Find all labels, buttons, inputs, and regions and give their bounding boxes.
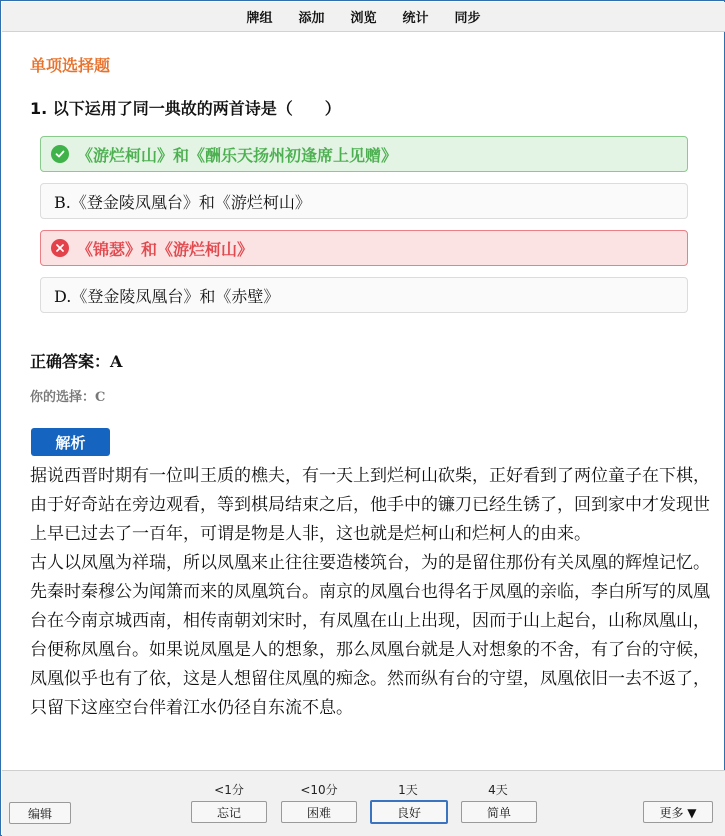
nav-browse[interactable]: 浏览 bbox=[350, 11, 377, 26]
interval-hard: <10分 bbox=[300, 783, 338, 797]
card-content bbox=[30, 53, 710, 718]
more-button[interactable]: 更多 ▼ bbox=[643, 801, 713, 823]
bottom-bar bbox=[2, 770, 725, 836]
correct-answer-value: A bbox=[110, 352, 123, 371]
correct-answer bbox=[30, 349, 122, 372]
your-choice bbox=[30, 386, 122, 405]
good-button[interactable]: 良好 bbox=[370, 800, 448, 824]
interval-easy: 4天 bbox=[488, 783, 508, 797]
option-c[interactable] bbox=[40, 230, 688, 266]
section-title: 单项选择题 bbox=[30, 56, 111, 75]
option-d[interactable] bbox=[40, 277, 688, 313]
correct-answer-label: 正确答案： bbox=[30, 352, 111, 371]
hard-button[interactable]: 困难 bbox=[281, 801, 357, 823]
option-d-text: D.《登金陵凤凰台》和《赤壁》 bbox=[54, 286, 280, 306]
edit-button[interactable]: 编辑 bbox=[9, 802, 71, 824]
analysis-paragraph-1: 据说西晋时期有一位叫王质的樵夫，有一天上到烂柯山砍柴，正好看到了两位童子在下棋，由于好奇站在旁边观看，等到棋局结束之后，他手中的镰刀已经生锈了，回到家中才发现世上早已过去了一百年，可谓是物是人非，这也就是烂柯山和烂柯人的由来。 bbox=[30, 466, 710, 544]
interval-again: <1分 bbox=[214, 783, 244, 797]
option-a[interactable] bbox=[40, 136, 688, 172]
nav-sync[interactable]: 同步 bbox=[454, 11, 481, 26]
nav-decks[interactable]: 牌组 bbox=[246, 11, 273, 26]
analysis-paragraph-2: 古人以凤凰为祥瑞，所以凤凰来止往往要造楼筑台，为的是留住那份有关凤凰的辉煌记忆。先秦时秦穆公为闻箫而来的凤凰筑台。南京的凤凰台也得名于凤凰的亲临，李白所写的凤凰台在今南京城西南，相传南朝刘宋时，有凤凰在山上出现，因而于山上起台，山称凤凰山，台便称凤凰台。如果说凤凰是人的想象，那么凤凰台就是人对想象的不舍，有了台的守候，凤凰似乎也有了依，这是人想留住凤凰的痴念。然而纵有台的守望，凤凰依旧一去不返了，只留下这座空台伴着江水仍径自东流不息。 bbox=[30, 553, 710, 718]
interval-good: 1天 bbox=[398, 783, 418, 797]
option-b-text: B.《登金陵凤凰台》和《游烂柯山》 bbox=[54, 192, 311, 212]
answer-block bbox=[30, 349, 122, 405]
option-c-text: 《锦瑟》和《游烂柯山》 bbox=[77, 239, 254, 259]
your-choice-value: C bbox=[95, 390, 106, 405]
analysis-label: 解析 bbox=[31, 428, 110, 456]
nav-add[interactable]: 添加 bbox=[298, 11, 325, 26]
option-b[interactable] bbox=[40, 183, 688, 219]
again-button[interactable]: 忘记 bbox=[191, 801, 267, 823]
options-list bbox=[40, 136, 688, 324]
top-nav bbox=[2, 2, 725, 32]
your-choice-label: 你的选择： bbox=[30, 390, 96, 405]
option-a-text: 《游烂柯山》和《酬乐天扬州初逢席上见赠》 bbox=[77, 145, 398, 165]
question-text: 1. 以下运用了同一典故的两首诗是（ ） bbox=[30, 99, 341, 118]
check-circle-icon bbox=[51, 145, 69, 163]
cross-circle-icon bbox=[51, 239, 69, 257]
analysis-text bbox=[30, 462, 710, 723]
easy-button[interactable]: 简单 bbox=[461, 801, 537, 823]
nav-stats[interactable]: 统计 bbox=[402, 11, 429, 26]
